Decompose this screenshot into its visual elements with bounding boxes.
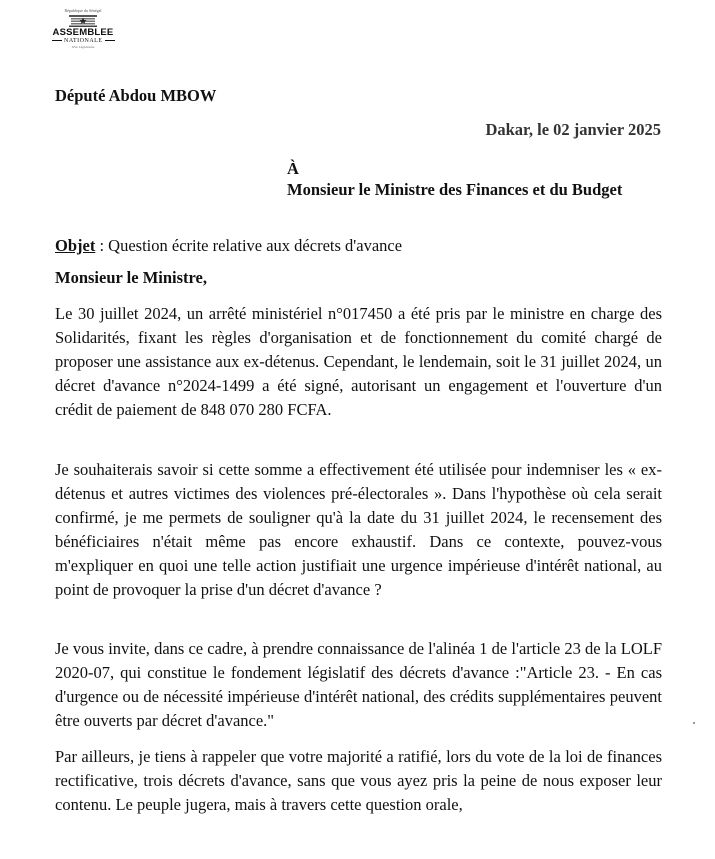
letterhead: [50, 8, 116, 68]
recipient-prefix: À: [287, 159, 299, 178]
paragraph-1: Le 30 juillet 2024, un arrêté ministériel n°017450 a été pris par le ministre en charge des Solidarités, fixant les règles d'organisation et de fonctionnement du comité chargé de proposer une assistance aux ex-détenus. Cependant, le lendemain, soit le 31 juillet 2024, un décret d'avance n°2024-1499 a été signé, autorisant un engagement et l'ouverture d'un crédit de paiement de 848 070 280 FCFA.: [55, 304, 662, 419]
letterhead-subname: NATIONALE: [64, 38, 103, 44]
letterhead-subname-row: [50, 38, 116, 45]
sender-name: Député Abdou MBOW: [55, 86, 217, 105]
letter-date: Dakar, le 02 janvier 2025: [485, 120, 661, 139]
letterhead-mini-text: XVe Législature: [71, 45, 95, 49]
flag-emblem-icon: [69, 15, 97, 27]
subject-line: [55, 236, 402, 256]
paragraph-2: Je souhaiterais savoir si cette somme a effectivement été utilisée pour indemniser les « ex-détenus et autres victimes des violences pré-électorales ». Dans l'hypothèse où cela serait confirmé, je me permets de souligner qu'à la date du 31 juillet 2024, le recensement des bénéficiaires n'était même pas encore exhaustif. Dans ce contexte, pouvez-vous m'expliquer en quoi une telle action justifiait une urgence impérieuse d'intérêt national, au point de provoquer la prise d'un décret d'avance ?: [55, 460, 662, 599]
subject-separator: :: [95, 236, 109, 255]
left-dash: [52, 40, 62, 41]
salutation: Monsieur le Ministre,: [55, 268, 207, 287]
recipient-block: [287, 158, 622, 200]
letterhead-top-text: République du Sénégal: [64, 8, 102, 13]
paragraph-3: Je vous invite, dans ce cadre, à prendre connaissance de l'alinéa 1 de l'article 23 de la LOLF 2020-07, qui constitue le fondement législatif des décrets d'avance :"Article 23. - En cas d'urgence ou de nécessité impérieuse d'intérêt national, des crédits supplémentaires peuvent être ouverts par décret d'avance.": [55, 639, 662, 730]
subject-label: Objet: [55, 236, 96, 255]
recipient-name: Monsieur le Ministre des Finances et du Budget: [287, 180, 623, 199]
stray-mark: [693, 722, 695, 724]
letterhead-name: ASSEMBLEE: [52, 27, 114, 38]
right-dash: [105, 40, 115, 41]
subject-text: Question écrite relative aux décrets d'avance: [108, 236, 403, 255]
paragraph-4: Par ailleurs, je tiens à rappeler que votre majorité a ratifié, lors du vote de la loi de finances rectificative, trois décrets d'avance, sans que vous ayez pris la peine de nous exposer leur contenu. Le peuple jugera, mais à travers cette question orale,: [55, 747, 662, 814]
